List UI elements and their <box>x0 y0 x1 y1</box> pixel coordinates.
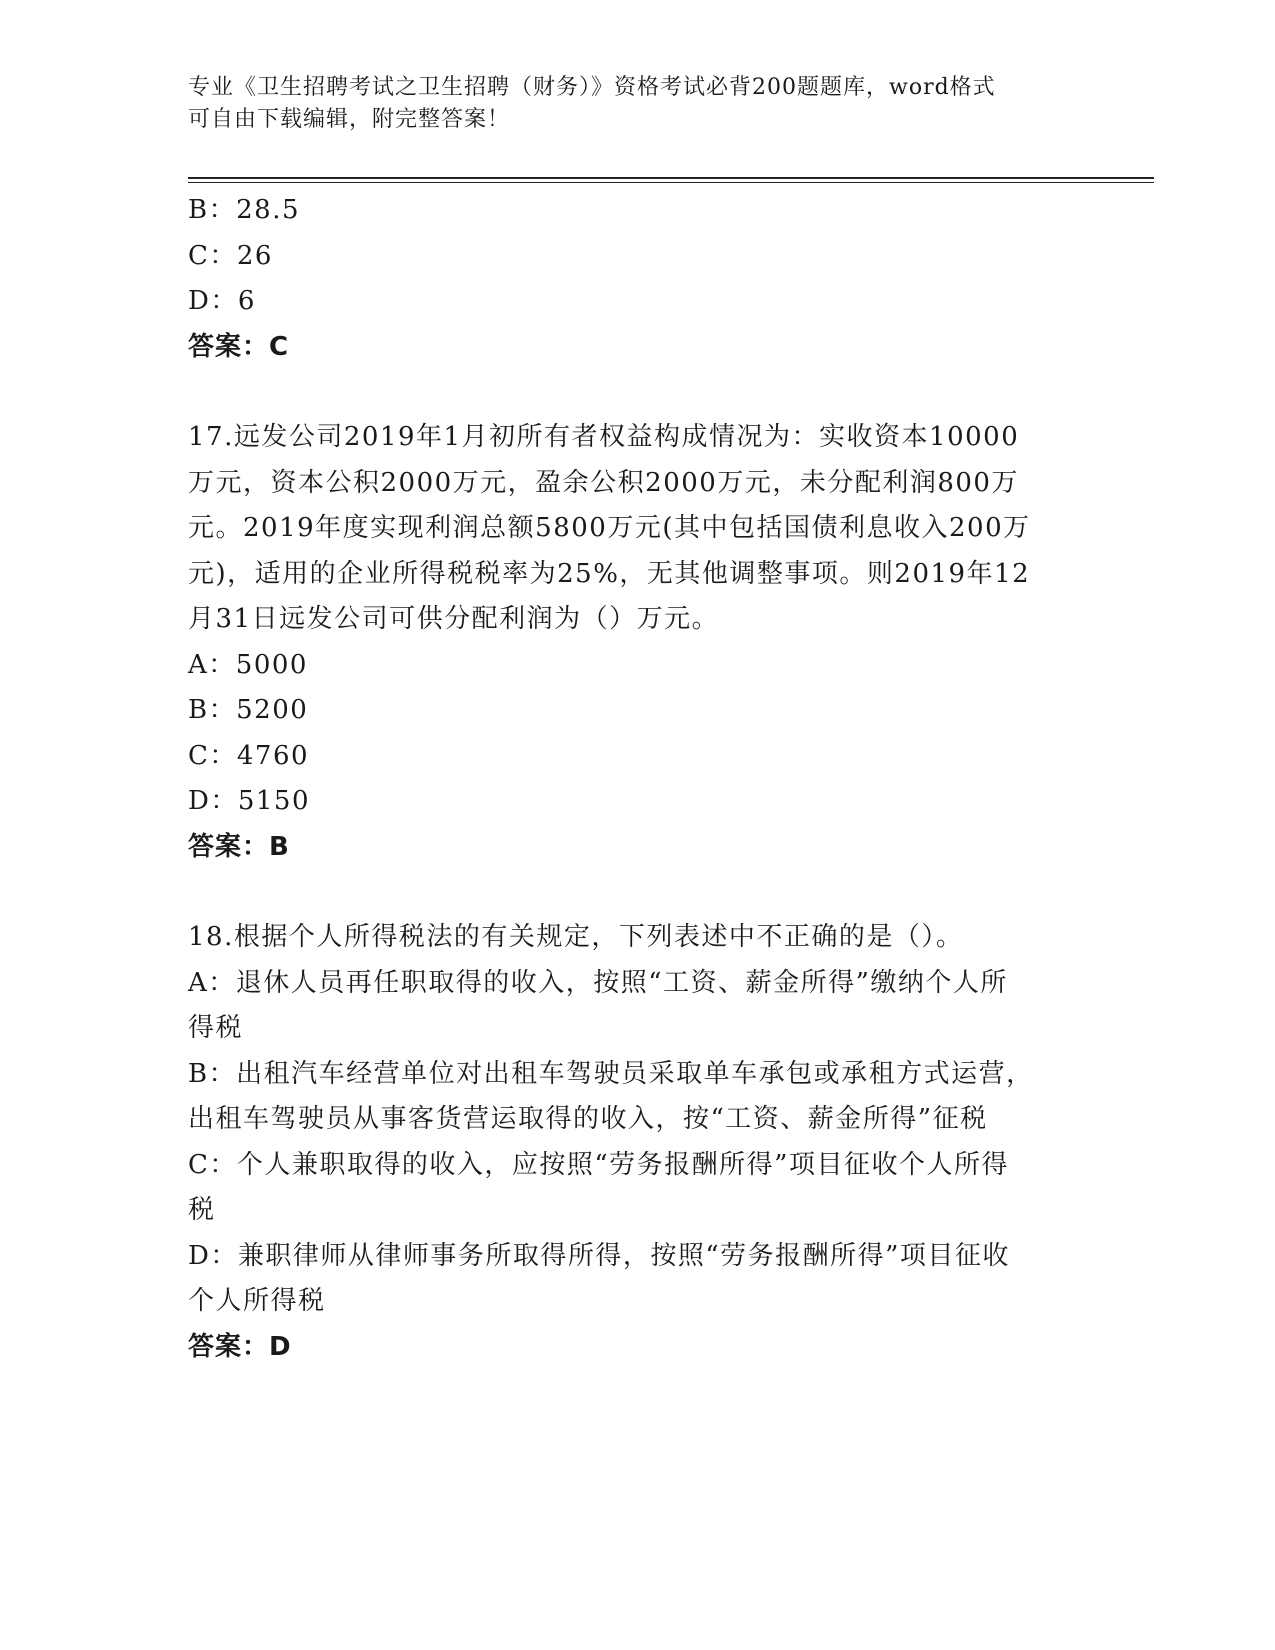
option-a-line: A：退休人员再任职取得的收入，按照“工资、薪金所得”缴纳个人所 <box>188 967 1008 998</box>
document-header <box>188 72 1068 136</box>
answer-line: 答案：B <box>188 831 290 862</box>
option-d-line: 个人所得税 <box>188 1286 326 1316</box>
option-a: A：5000 <box>188 649 308 680</box>
document-body <box>188 188 1088 1370</box>
option-d: D：6 <box>188 286 256 316</box>
header-line-2: 可自由下载编辑，附完整答案！ <box>188 107 511 132</box>
question-stem-line: 月31日远发公司可供分配利润为（）万元。 <box>188 604 720 634</box>
question-stem-line: 元)，适用的企业所得税税率为25%，无其他调整事项。则2019年12 <box>188 558 1031 589</box>
question-17 <box>188 415 1088 870</box>
option-c-line: C：个人兼职取得的收入，应按照“劳务报酬所得”项目征收个人所得 <box>188 1149 1009 1180</box>
spacer <box>188 870 1088 915</box>
option-b-line: B：出租汽车经营单位对出租车驾驶员采取单车承包或承租方式运营， <box>188 1058 1034 1089</box>
question-stem-line: 17.远发公司2019年1月初所有者权益构成情况为：实收资本10000 <box>188 422 1020 452</box>
question-stem-line: 元。2019年度实现利润总额5800万元(其中包括国债利息收入200万 <box>188 513 1031 543</box>
option-a-line: 得税 <box>188 1013 244 1043</box>
option-d: D：5150 <box>188 786 311 816</box>
header-line-1: 专业《卫生招聘考试之卫生招聘（财务）》资格考试必背200题题库，word格式 <box>188 75 996 100</box>
option-b: B：5200 <box>188 695 309 725</box>
option-c: C：26 <box>188 240 273 271</box>
option-d-line: D：兼职律师从律师事务所取得所得，按照“劳务报酬所得”项目征收 <box>188 1240 1010 1271</box>
question-stem: 18.根据个人所得税法的有关规定，下列表述中不正确的是（）。 <box>188 922 964 952</box>
answer-line: 答案：D <box>188 1331 292 1362</box>
header-rule-thin <box>188 182 1154 183</box>
header-rule-thick <box>188 177 1154 179</box>
previous-question <box>188 188 1088 370</box>
question-18 <box>188 915 1088 1370</box>
option-c: C：4760 <box>188 740 310 771</box>
answer-line: 答案：C <box>188 331 290 362</box>
question-stem-line: 万元，资本公积2000万元，盈余公积2000万元，未分配利润800万 <box>188 467 1019 498</box>
option-b-line: 出租车驾驶员从事客货营运取得的收入，按“工资、薪金所得”征税 <box>188 1104 988 1134</box>
option-b: B：28.5 <box>188 195 300 225</box>
option-c-line: 税 <box>188 1195 216 1225</box>
spacer <box>188 370 1088 415</box>
